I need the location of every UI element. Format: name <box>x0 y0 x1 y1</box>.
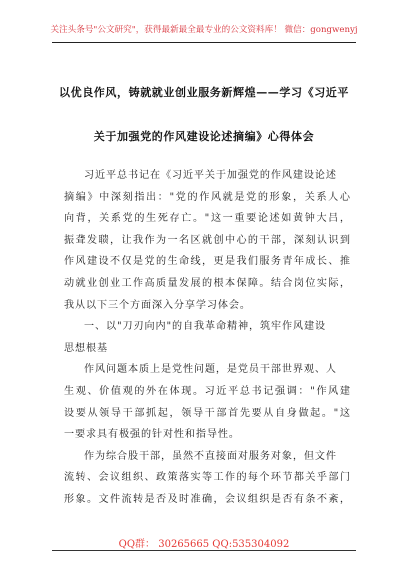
section-heading-line: 思想根基 <box>64 342 108 354</box>
body-line: 我从以下三个方面深入分享学习体会。 <box>64 299 251 311</box>
footer-contact-note: QQ群： 30265665 QQ:535304092 <box>118 539 290 550</box>
body-line: 作风问题本质上是党性问题，是党员干部世界观、人 <box>84 364 337 376</box>
section-heading-line: 一、以"刀刃向内"的自我革命精神，筑牢作风建设 <box>84 321 326 333</box>
body-line: 向背，关系党的生死存亡。"这一重要论述如黄钟大吕， <box>64 213 350 225</box>
document-title-line-2: 关于加强党的作风建设论述摘编》心得体会 <box>93 130 315 143</box>
document-body <box>64 165 350 511</box>
body-line: 设要从领导干部抓起，领导干部首先要从自身做起。"这 <box>64 407 350 419</box>
body-line: 流转、会议组织、政策落实等工作的每个环节都关乎部门 <box>64 472 350 484</box>
body-line: 习近平总书记在《习近平关于加强党的作风建设论述 <box>84 170 337 181</box>
body-line: 作为综合股干部，虽然不直接面对服务对象，但文件 <box>84 450 337 462</box>
body-line: 动就业创业工作高质量发展的根本保障。结合岗位实际， <box>64 277 350 289</box>
footer-divider <box>52 550 356 551</box>
document-title-line-1: 以优良作风，铸就就业创业服务新辉煌——学习《习近平 <box>59 86 349 99</box>
body-line: 一要求具有极强的针对性和指导性。 <box>64 429 240 441</box>
header-promo-note: 关注头条号"公文研究"，获得最新最全最专业的公文资料库！ 微信：gongwenyj <box>50 25 358 35</box>
body-line: 生观、价值观的外在体现。习近平总书记强调："作风建 <box>64 385 350 397</box>
body-line: 振聋发聩，让我作为一名区就创中心的干部，深刻认识到 <box>64 234 350 246</box>
body-line: 形象。文件流转是否及时准确，会议组织是否有条不紊， <box>64 493 350 505</box>
body-line: 摘编》中深刻指出："党的作风就是党的形象，关系人心 <box>64 191 350 203</box>
header-divider <box>52 42 356 43</box>
body-line: 作风建设不仅是党的生命线，更是我们服务青年成长、推 <box>64 256 350 268</box>
